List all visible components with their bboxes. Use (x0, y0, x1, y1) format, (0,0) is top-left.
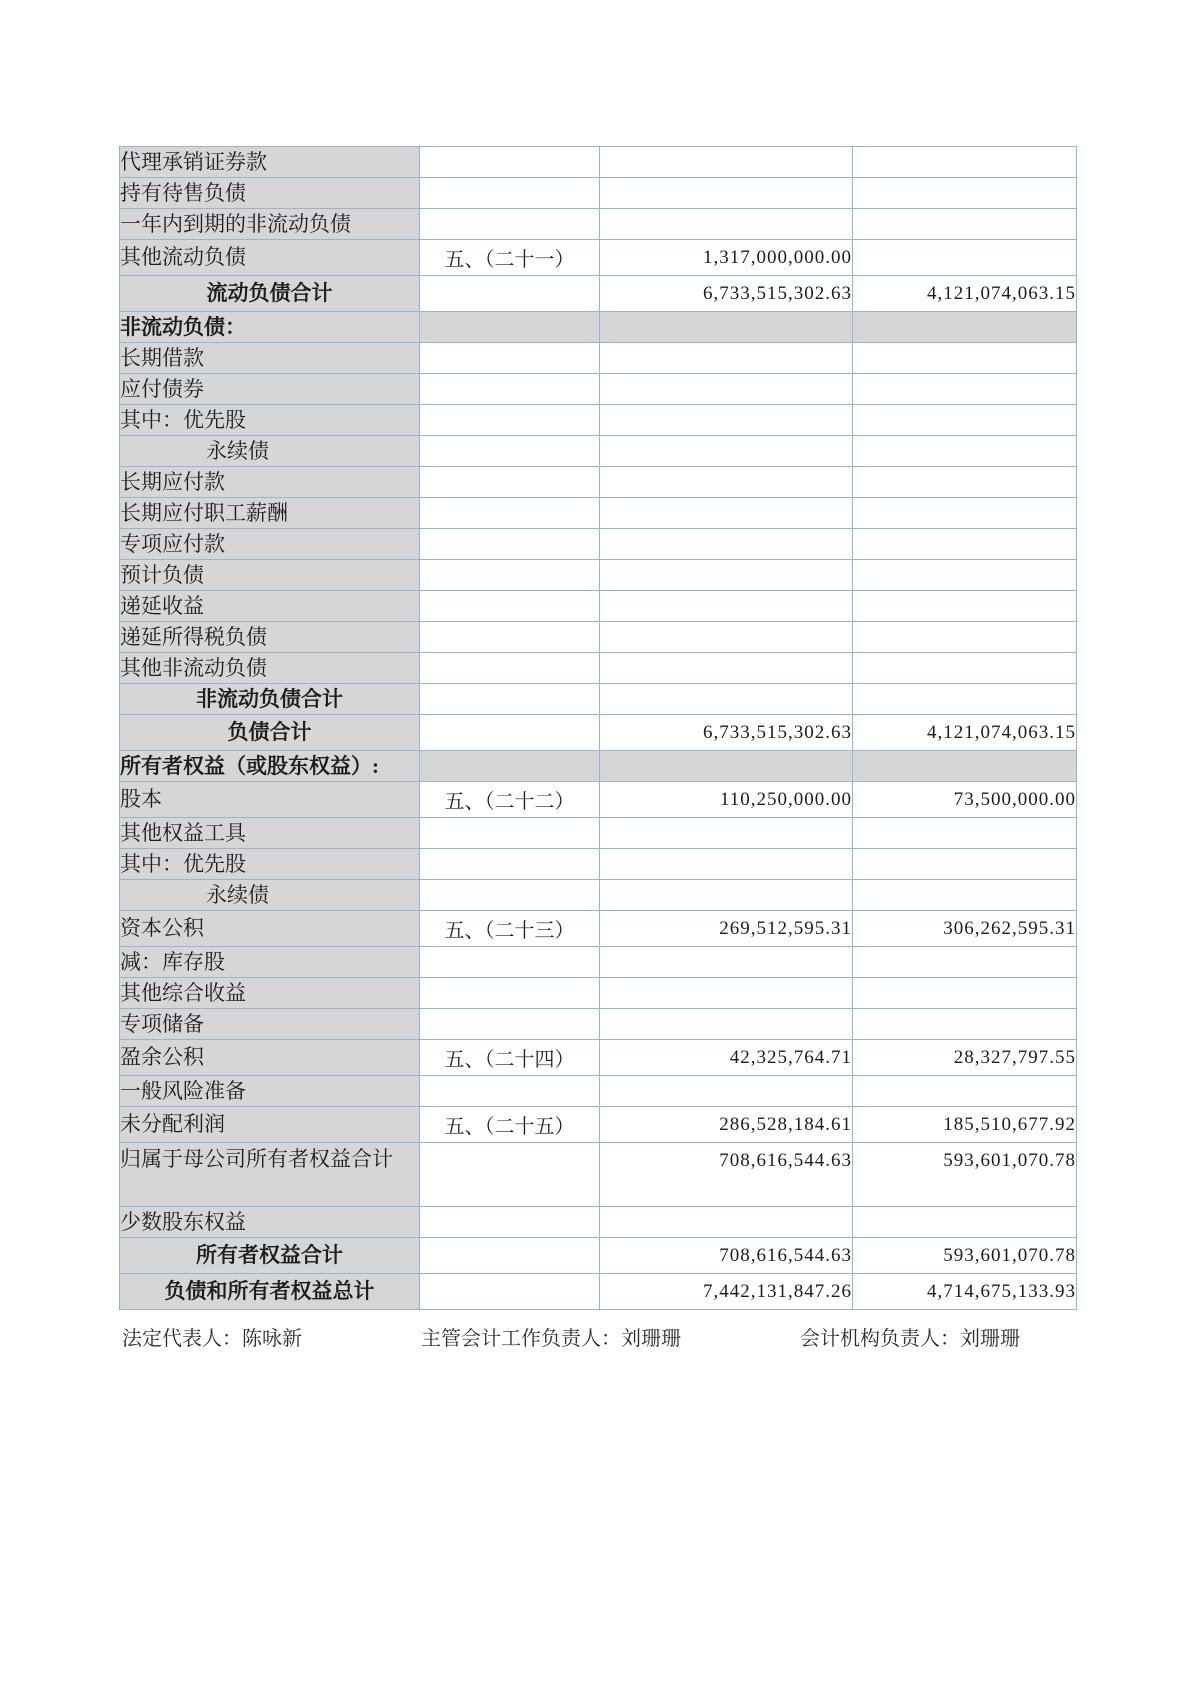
table-row (120, 751, 1077, 782)
item-label-cell: 资本公积 (120, 911, 420, 947)
table-row (120, 911, 1077, 947)
table-row (120, 276, 1077, 312)
amount-current-cell (600, 1009, 853, 1040)
amount-prior-cell (853, 684, 1077, 715)
table-row (120, 1040, 1077, 1076)
item-label-cell: 一般风险准备 (120, 1076, 420, 1107)
amount-current-cell (600, 684, 853, 715)
item-label-cell: 一年内到期的非流动负债 (120, 209, 420, 240)
amount-prior-cell (853, 178, 1077, 209)
amount-prior-cell (853, 560, 1077, 591)
amount-prior-cell (853, 622, 1077, 653)
amount-current-cell (600, 343, 853, 374)
note-reference-cell (420, 178, 600, 209)
signature-footer (0, 1322, 1200, 1350)
amount-prior-cell (853, 436, 1077, 467)
amount-prior-cell (853, 529, 1077, 560)
item-label-cell: 代理承销证券款 (120, 147, 420, 178)
amount-current-cell (600, 978, 853, 1009)
item-label-cell: 应付债券 (120, 374, 420, 405)
note-reference-cell (420, 312, 600, 343)
table-row (120, 209, 1077, 240)
amount-prior-cell (853, 880, 1077, 911)
amount-prior-cell (853, 1009, 1077, 1040)
amount-current-cell (600, 947, 853, 978)
item-label-cell: 长期借款 (120, 343, 420, 374)
amount-current-cell (600, 436, 853, 467)
amount-current-cell (600, 209, 853, 240)
amount-prior-cell (853, 591, 1077, 622)
note-reference-cell (420, 1076, 600, 1107)
table-row (120, 240, 1077, 276)
item-label-cell: 其他权益工具 (120, 818, 420, 849)
note-reference-cell (420, 405, 600, 436)
amount-current-cell (600, 591, 853, 622)
item-label-cell: 专项储备 (120, 1009, 420, 1040)
amount-prior-cell (853, 1207, 1077, 1238)
balance-sheet-table (119, 146, 1077, 1310)
table-row (120, 374, 1077, 405)
table-row (120, 1274, 1077, 1310)
item-label-cell: 其他流动负债 (120, 240, 420, 276)
table-row (120, 782, 1077, 818)
item-label-cell: 负债合计 (120, 715, 420, 751)
note-reference-cell (420, 498, 600, 529)
amount-prior-cell (853, 498, 1077, 529)
amount-prior-cell: 4,121,074,063.15 (853, 715, 1077, 751)
item-label-cell: 所有者权益（或股东权益）: (120, 751, 420, 782)
amount-current-cell: 6,733,515,302.63 (600, 276, 853, 312)
item-label-cell: 其他非流动负债 (120, 653, 420, 684)
amount-current-cell: 286,528,184.61 (600, 1107, 853, 1143)
table-row (120, 1076, 1077, 1107)
table-row (120, 849, 1077, 880)
table-row (120, 312, 1077, 343)
accounting-department-head-label: 会计机构负责人：刘珊珊 (800, 1328, 1020, 1350)
table-row (120, 436, 1077, 467)
table-row (120, 147, 1077, 178)
item-label-cell: 少数股东权益 (120, 1207, 420, 1238)
amount-current-cell: 110,250,000.00 (600, 782, 853, 818)
amount-prior-cell (853, 405, 1077, 436)
item-label-cell: 其他综合收益 (120, 978, 420, 1009)
amount-current-cell (600, 405, 853, 436)
note-reference-cell (420, 436, 600, 467)
item-label-cell: 减：库存股 (120, 947, 420, 978)
item-label-cell: 盈余公积 (120, 1040, 420, 1076)
table-row (120, 1009, 1077, 1040)
note-reference-cell (420, 1238, 600, 1274)
amount-prior-cell: 593,601,070.78 (853, 1143, 1077, 1207)
amount-current-cell (600, 1207, 853, 1238)
note-reference-cell (420, 374, 600, 405)
item-label-cell: 股本 (120, 782, 420, 818)
note-reference-cell (420, 715, 600, 751)
amount-current-cell (600, 849, 853, 880)
amount-prior-cell (853, 978, 1077, 1009)
amount-prior-cell: 593,601,070.78 (853, 1238, 1077, 1274)
note-reference-cell (420, 1207, 600, 1238)
amount-prior-cell: 73,500,000.00 (853, 782, 1077, 818)
amount-prior-cell: 4,121,074,063.15 (853, 276, 1077, 312)
note-reference-cell (420, 849, 600, 880)
item-label-cell: 归属于母公司所有者权益合计 (120, 1143, 420, 1207)
note-reference-cell (420, 467, 600, 498)
item-label-cell: 其中：优先股 (120, 405, 420, 436)
item-label-cell: 递延所得税负债 (120, 622, 420, 653)
amount-current-cell (600, 751, 853, 782)
amount-current-cell (600, 312, 853, 343)
amount-prior-cell: 306,262,595.31 (853, 911, 1077, 947)
table-row (120, 978, 1077, 1009)
amount-current-cell (600, 818, 853, 849)
amount-current-cell: 1,317,000,000.00 (600, 240, 853, 276)
note-reference-cell (420, 591, 600, 622)
table-row (120, 1238, 1077, 1274)
amount-current-cell (600, 653, 853, 684)
table-row (120, 1143, 1077, 1207)
table-row (120, 1107, 1077, 1143)
table-row (120, 818, 1077, 849)
note-reference-cell (420, 1009, 600, 1040)
note-reference-cell (420, 147, 600, 178)
table-row (120, 684, 1077, 715)
table-row (120, 1207, 1077, 1238)
accounting-supervisor-label: 主管会计工作负责人：刘珊珊 (421, 1328, 681, 1350)
table-row (120, 947, 1077, 978)
note-reference-cell (420, 1143, 600, 1207)
amount-prior-cell (853, 947, 1077, 978)
amount-current-cell (600, 374, 853, 405)
note-reference-cell: 五、（二十五） (420, 1107, 600, 1143)
note-reference-cell (420, 653, 600, 684)
table-row (120, 560, 1077, 591)
amount-current-cell (600, 880, 853, 911)
note-reference-cell (420, 209, 600, 240)
amount-prior-cell: 4,714,675,133.93 (853, 1274, 1077, 1310)
table-row (120, 405, 1077, 436)
amount-current-cell: 6,733,515,302.63 (600, 715, 853, 751)
note-reference-cell: 五、（二十三） (420, 911, 600, 947)
balance-sheet-table-body (120, 147, 1077, 1310)
amount-prior-cell (853, 374, 1077, 405)
item-label-cell: 预计负债 (120, 560, 420, 591)
item-label-cell: 未分配利润 (120, 1107, 420, 1143)
note-reference-cell (420, 276, 600, 312)
note-reference-cell: 五、（二十四） (420, 1040, 600, 1076)
item-label-cell: 永续债 (120, 880, 420, 911)
legal-representative-label: 法定代表人：陈咏新 (122, 1328, 302, 1350)
note-reference-cell (420, 343, 600, 374)
amount-current-cell: 7,442,131,847.26 (600, 1274, 853, 1310)
item-label-cell: 所有者权益合计 (120, 1238, 420, 1274)
amount-current-cell: 708,616,544.63 (600, 1238, 853, 1274)
amount-current-cell (600, 529, 853, 560)
note-reference-cell (420, 529, 600, 560)
table-row (120, 467, 1077, 498)
item-label-cell: 长期应付职工薪酬 (120, 498, 420, 529)
amount-prior-cell (853, 209, 1077, 240)
table-row (120, 343, 1077, 374)
amount-current-cell (600, 467, 853, 498)
table-row (120, 715, 1077, 751)
note-reference-cell (420, 947, 600, 978)
item-label-cell: 递延收益 (120, 591, 420, 622)
table-row (120, 498, 1077, 529)
note-reference-cell (420, 978, 600, 1009)
note-reference-cell (420, 1274, 600, 1310)
table-row (120, 622, 1077, 653)
amount-current-cell (600, 498, 853, 529)
amount-current-cell: 42,325,764.71 (600, 1040, 853, 1076)
amount-prior-cell (853, 467, 1077, 498)
item-label-cell: 长期应付款 (120, 467, 420, 498)
note-reference-cell (420, 684, 600, 715)
table-row (120, 880, 1077, 911)
amount-prior-cell (853, 1076, 1077, 1107)
item-label-cell: 非流动负债： (120, 312, 420, 343)
item-label-cell: 专项应付款 (120, 529, 420, 560)
item-label-cell: 流动负债合计 (120, 276, 420, 312)
table-row (120, 529, 1077, 560)
table-row (120, 178, 1077, 209)
note-reference-cell (420, 751, 600, 782)
item-label-cell: 持有待售负债 (120, 178, 420, 209)
amount-prior-cell (853, 312, 1077, 343)
item-label-cell: 永续债 (120, 436, 420, 467)
amount-current-cell (600, 622, 853, 653)
amount-current-cell: 708,616,544.63 (600, 1143, 853, 1207)
note-reference-cell (420, 560, 600, 591)
item-label-cell: 负债和所有者权益总计 (120, 1274, 420, 1310)
amount-current-cell (600, 178, 853, 209)
note-reference-cell: 五、（二十一） (420, 240, 600, 276)
amount-prior-cell (853, 653, 1077, 684)
amount-prior-cell (853, 849, 1077, 880)
note-reference-cell (420, 622, 600, 653)
amount-prior-cell (853, 343, 1077, 374)
amount-prior-cell: 185,510,677.92 (853, 1107, 1077, 1143)
item-label-cell: 其中：优先股 (120, 849, 420, 880)
table-row (120, 653, 1077, 684)
note-reference-cell: 五、（二十二） (420, 782, 600, 818)
amount-current-cell (600, 560, 853, 591)
amount-prior-cell (853, 240, 1077, 276)
amount-current-cell (600, 1076, 853, 1107)
note-reference-cell (420, 880, 600, 911)
amount-current-cell (600, 147, 853, 178)
amount-prior-cell (853, 751, 1077, 782)
note-reference-cell (420, 818, 600, 849)
amount-current-cell: 269,512,595.31 (600, 911, 853, 947)
table-row (120, 591, 1077, 622)
item-label-cell: 非流动负债合计 (120, 684, 420, 715)
amount-prior-cell (853, 818, 1077, 849)
amount-prior-cell: 28,327,797.55 (853, 1040, 1077, 1076)
amount-prior-cell (853, 147, 1077, 178)
